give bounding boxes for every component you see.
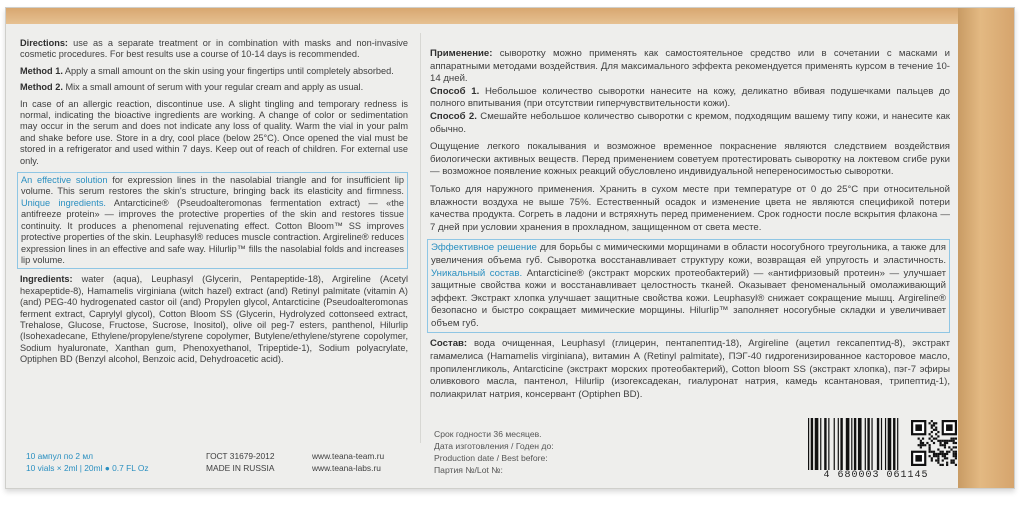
composition-text: вода очищенная, Leuphasyl (глицерин, пентапептид-18), Argireline (ацетил гексапептид-8), экстракт гамамелиса (Hamamelis virginiana), витамин А (Retinyl palmitate), ПЭГ-40 гидрогенизированное касторовое масло, пропиленгликоль, Antarcticine (экстракт морских протеобактерий), Cotton bloom SS (экстракт хлопка), пэг-7 эфиры оливкового масла, пантенол, Hilurlip (изогексадекан, гиалуронат натрия, камедь ксантановая, трипептид-1), полиакрилат натрия, консервант (Optiphen BD). (430, 338, 951, 400)
dates-block (434, 428, 554, 476)
production-date: Production date / Best before: (434, 453, 548, 463)
lot-number: Партия №/Lot №: (434, 465, 503, 475)
composition-label: Состав: (430, 338, 468, 350)
russian-text-column (430, 48, 950, 406)
effective-solution-frame (17, 172, 408, 269)
website-1: www.teana-team.ru (312, 451, 385, 461)
unique-text: Antarcticine® (Pseudoalteromonas fermentation extract) — «the antifreeze protein» — improves the protective properties of the skin and restores tissue continuity. It produces a phenomenal rejuvenating effect. Cotton Bloom™ SS improves protective properties of the skin. Leuphasyl® reduces muscle contraction. Argireline® reduces expression lines in an effective and safe way. Hilurlip™ fills the nasolabial folds and increases lip volume. (21, 197, 404, 265)
ingredients-label: Ingredients: (20, 274, 73, 285)
method2-text: Mix a small amount of serum with your regular cream and apply as usual. (65, 82, 364, 93)
barcode-number: 4 680003 061145 (823, 470, 929, 481)
ingredients-text: water (aqua), Leuphasyl (Glycerin, Pentapeptide-18), Argireline (Acetyl hexapeptide-8), Hamamelis virginiana (witch hazel) extract (and) Retinyl palmitate (vitamin A) (and) PEG-40 hydrogenated castor oil (and) Propylen glycol, Antarcticine (Pseudoalteromonas ferment extract, Caprylyl glycol), Cotton Bloom SS (Glycerin, Hydrolyzed cottonseed extract, Trehalose, Glucose, Fructose, Sucrose, Inositol), olive oil peg-7 esters, panthenol, Hilurlip (Isohexadecane, Ethylene/propylene/styrene copolymer, Butylene/ethylene/styrene copolymer, Sodium hyaluronate, Xanthan gum, Phenoxyethanol, Tripeptide-1), Sodium polyacrylate, Optiphen BD (Benzyl alcohol, Benzoic acid, Dehydroacetic acid). (20, 274, 408, 365)
ru-unique-text: Antarcticine® (экстракт морских протеобактерий) — «антифризовый протеин» — улучшает защитные свойства кожи и восстанавливает целостность тканей. Оказывает феноменальный омолаживающий эффект. Экстракт хлопка улучшает защитные свойства кожи. Leuphasyl® снижает сокращение мышц. Argireline® безопасно и быстро сокращает мимические морщины. Hilurlip™ заполняет носогубные складки и увеличивает объем губ. (431, 267, 946, 329)
column-divider (420, 33, 421, 443)
volume-info (26, 450, 149, 474)
vials-ru: 10 ампул по 2 мл (26, 451, 93, 461)
effective-text: for expression lines in the nasolabial triangle and for insufficient lip volume. This serum restores the skin's structure, bringing back its elasticity and firmness. (21, 175, 404, 197)
product-box-back (5, 7, 1015, 489)
ru-effective-text: для борьбы с мимическими морщинами в области носогубного треугольника, а также для увеличения объема губ. Сыворотка восстанавливает структуру кожи, возвращая ей упругость и эластичность. (431, 242, 946, 266)
gost: ГОСТ 31679-2012 (206, 451, 275, 461)
directions-text: use as a separate treatment or in combination with masks and non-invasive cosmetic procedures. For best results use a course of 10-14 days is recommended. (20, 38, 409, 60)
ru-unique-label: Уникальный состав. (431, 267, 523, 279)
sensation-text: Ощущение легкого покалывания и возможное временное покраснение являются следствием воздействия биологически активных веществ. Перед применением советуем протестировать сыворотку на локтевом сгибе руки — возможное появление кожных реакций обусловлено индивидуальной непереносимостью сыворотки. (430, 141, 950, 178)
box-side-panel (958, 8, 1014, 488)
ru-method1-text: Небольшое количество сыворотки нанесите на кожу, деликатно вбивая подушечками пальцев до полного впитывания (при отсутствии гиперчувствительности кожи). (430, 85, 951, 110)
ru-effective-label: Эффективное решение (431, 242, 537, 254)
vials-en: 10 vials × 2ml | 20ml ● 0.7 FL Oz (26, 463, 149, 473)
method2-label: Method 2. (20, 82, 63, 93)
caution-text: In case of an allergic reaction, discontinue use. A slight tingling and temporary redness is normal, indicating the bioactive ingredients are working. A change of color or sedimentation may occur in the serum and does not indicate any loss of quality. Warm the vial in your palm and shake before use. Store in a dry, cool place (below 25°C). Once opened the vial must be stored in a refrigerator and used within 7 days. Keep out of reach of children. For external use only. (20, 98, 408, 166)
qr-code-icon (911, 420, 957, 466)
method1-text: Apply a small amount on the skin using your fingertips until completely absorbed. (64, 65, 394, 76)
ru-effective-frame (427, 239, 950, 333)
directions-label: Directions: (20, 38, 68, 48)
made-in: MADE IN RUSSIA (206, 463, 275, 473)
effective-label: An effective solution (21, 175, 108, 186)
mfg-date: Дата изготовления / Годен до: (434, 441, 554, 451)
english-text-column (20, 38, 408, 371)
shelf-life: Срок годности 36 месяцев. (434, 429, 542, 439)
website-2: www.teana-labs.ru (312, 463, 381, 473)
ru-method2-label: Способ 2. (430, 110, 477, 122)
ru-method1-label: Способ 1. (430, 85, 480, 97)
standards-info (206, 450, 275, 474)
unique-label: Unique ingredients. (21, 197, 106, 208)
storage-text: Только для наружного применения. Хранить в сухом месте при температуре от 0 до 25°С при относительной влажности воздуха не выше 75%. Естественный осадок и изменение цвета не являются спецификой потери качества продукта. Согреть в ладони и встряхнуть перед применением. Срок годности после вскрытия флакона — 7 дней при условии хранения в прохладном, защищенном от света месте. (430, 183, 950, 233)
method1-label: Method 1. (20, 65, 63, 76)
usage-label: Применение: (430, 48, 493, 59)
ru-method2-text: Смешайте небольшое количество сыворотки с кремом, подходящим вашему типу кожи, и нанесите как обычно. (430, 110, 951, 135)
websites (312, 450, 384, 474)
usage-text: сыворотку можно применять как самостоятельное средство или в сочетании с масками и аппаратными методами воздействия. Для максимального эффекта рекомендуется применять курсом в течение 10-14 дней. (430, 48, 950, 85)
box-top-edge (6, 8, 1014, 24)
